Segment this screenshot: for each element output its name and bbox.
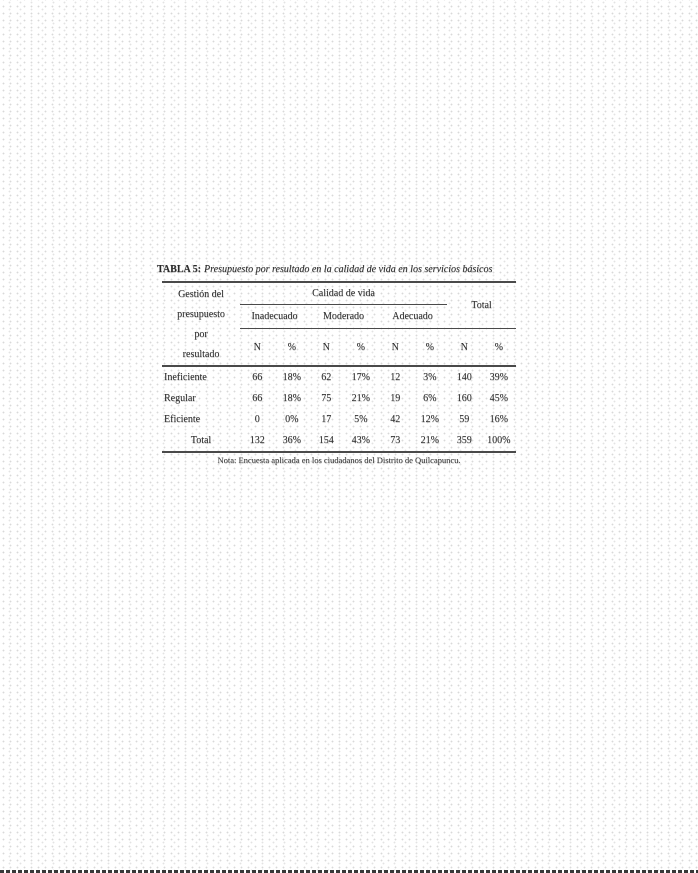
group-header-calidad-de-vida: Calidad de vida [240, 283, 447, 305]
table-cell: 5% [354, 414, 368, 425]
row-label-ineficiente: Ineficiente [164, 372, 207, 383]
measure-header: % [482, 329, 517, 367]
table-cell: 17% [351, 372, 370, 383]
measure-header: N [447, 329, 482, 367]
table-cell: 36% [282, 435, 301, 446]
table-cell: 66 [252, 393, 263, 404]
subgroup-header-adecuado: Adecuado [378, 305, 447, 329]
measure-header: % [275, 329, 310, 367]
table-cell: 3% [423, 372, 437, 383]
row-label-eficiente: Eficiente [164, 414, 201, 425]
table-cell: 359 [456, 435, 472, 446]
table-cell: 17 [321, 414, 332, 425]
table-cell: 66 [252, 372, 263, 383]
row-label-regular: Regular [164, 393, 196, 404]
measure-header: N [378, 329, 413, 367]
table-cell: 42 [390, 414, 401, 425]
table-cell: 75 [321, 393, 332, 404]
table-cell: 45% [489, 393, 508, 404]
measure-header: N [240, 329, 275, 367]
table-cell: 21% [420, 435, 439, 446]
table-note: Nota: Encuesta aplicada en los ciudadanos del Distrito de Quilcapuncu. [217, 455, 461, 465]
table-cell: 132 [249, 435, 265, 446]
table-cell: 12% [420, 414, 439, 425]
table-cell: 18% [282, 372, 301, 383]
row-header-line: por [194, 328, 208, 340]
table-5-block [157, 263, 541, 465]
measure-header: % [413, 329, 448, 367]
row-label-total: Total [190, 435, 212, 446]
table-cell: 100% [487, 435, 511, 446]
subgroup-header-inadecuado: Inadecuado [240, 305, 309, 329]
table-cell: 62 [321, 372, 332, 383]
table-cell: 19 [390, 393, 401, 404]
table-cell: 43% [351, 435, 370, 446]
row-header-stub [162, 283, 240, 367]
table-number-label: TABLA 5: [157, 264, 201, 275]
table-cell: 59 [459, 414, 470, 425]
data-table [162, 281, 516, 453]
table-cell: 0% [285, 414, 299, 425]
table-cell: 6% [423, 393, 437, 404]
table-cell: 73 [390, 435, 401, 446]
row-header-line: presupuesto [177, 308, 225, 320]
table-cell: 39% [489, 372, 508, 383]
table-cell: 154 [318, 435, 334, 446]
subgroup-header-moderado: Moderado [309, 305, 378, 329]
table-cell: 0 [254, 414, 260, 425]
table-cell: 12 [390, 372, 401, 383]
measure-header: N [309, 329, 344, 367]
table-title [157, 263, 541, 276]
table-cell: 18% [282, 393, 301, 404]
row-header-line: resultado [182, 348, 220, 360]
measure-header: % [344, 329, 379, 367]
table-cell: 16% [489, 414, 508, 425]
total-column-header: Total [447, 283, 516, 329]
table-cell: 21% [351, 393, 370, 404]
table-cell: 140 [456, 372, 472, 383]
table-cell: 160 [456, 393, 472, 404]
row-header-line: Gestión del [178, 288, 224, 300]
table-caption: Presupuesto por resultado en la calidad de vida en los servicios básicos [204, 264, 493, 275]
